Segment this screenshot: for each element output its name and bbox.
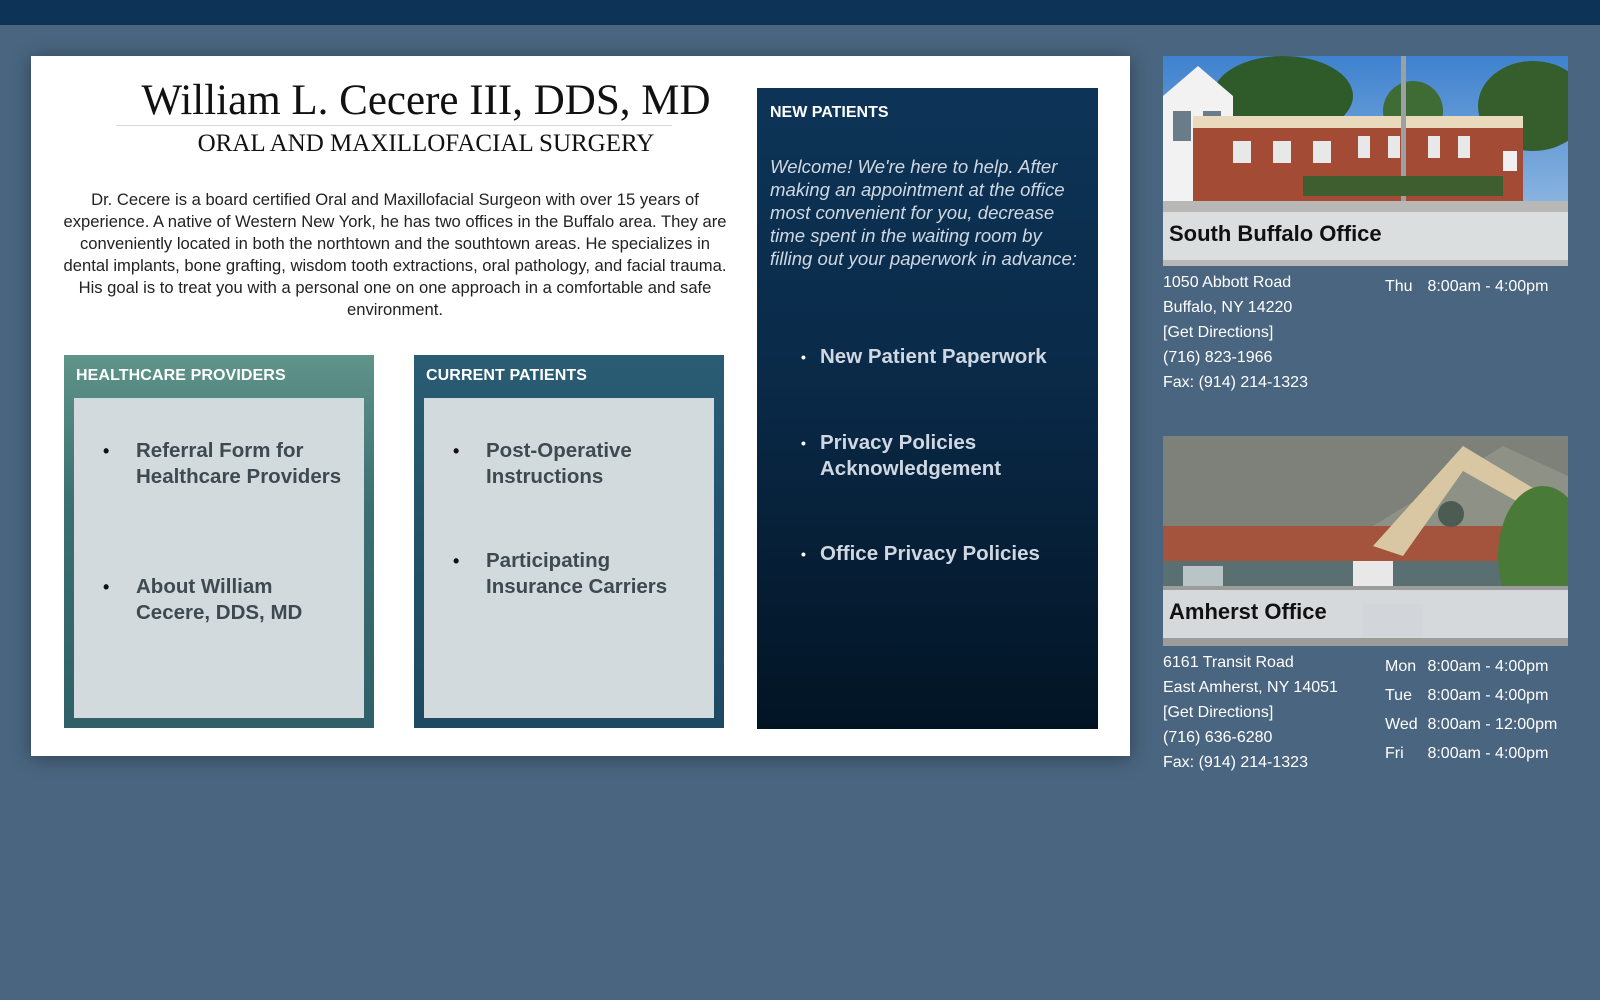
hours-day: Mon: [1385, 658, 1417, 675]
main-content-card: [31, 56, 1130, 756]
amherst-address-line2: East Amherst, NY 14051: [1163, 679, 1338, 696]
amherst-address-line1: 6161 Transit Road: [1163, 654, 1294, 671]
south-buffalo-office-name: South Buffalo Office: [1163, 212, 1568, 260]
hours-time: 8:00am - 4:00pm: [1427, 745, 1549, 762]
amherst-hours: [1385, 652, 1557, 768]
amherst-fax: Fax: (914) 214-1323: [1163, 754, 1308, 771]
hours-day: Wed: [1385, 716, 1418, 733]
hours-row: [1385, 681, 1557, 710]
doctor-bio: Dr. Cecere is a board certified Oral and Maxillofacial Surgeon with over 15 years of experience. A native of Western New York, he has two offices in the Buffalo area. They are conveniently located in both the northtown and the southtown areas. He specializes in dental implants, bone grafting, wisdom tooth extractions, oral pathology, and facial trauma. His goal is to treat you with a personal one on one approach in a comfortable and safe environment.: [63, 190, 727, 319]
amherst-office-name: Amherst Office: [1163, 590, 1568, 638]
referral-form-link[interactable]: • Referral Form for Healthcare Providers: [103, 439, 342, 488]
south-buffalo-office-photo[interactable]: [1163, 56, 1568, 266]
hours-day: Tue: [1385, 687, 1412, 704]
hours-row: [1385, 710, 1557, 739]
hours-row: [1385, 739, 1557, 768]
new-patients-welcome: Welcome! We're here to help. After making an appointment at the office most convenient for you, decrease time spent in the waiting room by filling out your paperwork in advance:: [770, 156, 1077, 269]
specialty-subtitle: ORAL AND MAXILLOFACIAL SURGERY: [197, 130, 655, 157]
hours-time: 8:00am - 4:00pm: [1427, 278, 1549, 295]
amherst-office-info: [1163, 650, 1338, 775]
bullet-icon: •: [453, 441, 460, 461]
healthcare-providers-title: HEALTHCARE PROVIDERS: [76, 367, 286, 384]
bullet-icon: •: [103, 577, 110, 597]
bullet-icon: •: [453, 551, 460, 571]
south-buffalo-directions-link[interactable]: [Get Directions]: [1163, 324, 1274, 341]
bullet-icon: •: [103, 441, 110, 461]
hours-row: [1385, 652, 1557, 681]
bullet-icon: •: [801, 435, 806, 451]
title-divider: [116, 125, 672, 126]
healthcare-providers-panel: [64, 355, 374, 728]
about-doctor-link[interactable]: • About William Cecere, DDS, MD: [103, 575, 303, 624]
post-operative-link[interactable]: • Post-Operative Instructions: [453, 439, 632, 488]
insurance-carriers-link[interactable]: • Participating Insurance Carriers: [453, 549, 668, 598]
hours-time: 8:00am - 4:00pm: [1427, 687, 1549, 704]
top-bar: [0, 0, 1600, 25]
hours-row: [1385, 272, 1548, 301]
bullet-icon: •: [801, 349, 806, 365]
south-buffalo-fax: Fax: (914) 214-1323: [1163, 374, 1308, 391]
new-patients-title: NEW PATIENTS: [770, 104, 889, 121]
hours-time: 8:00am - 4:00pm: [1427, 658, 1549, 675]
hours-day: Thu: [1385, 278, 1413, 295]
south-buffalo-address-line1: 1050 Abbott Road: [1163, 274, 1292, 291]
south-buffalo-phone[interactable]: (716) 823-1966: [1163, 349, 1273, 366]
hours-time: 8:00am - 12:00pm: [1427, 716, 1558, 733]
amherst-office-photo[interactable]: [1163, 436, 1568, 646]
amherst-directions-link[interactable]: [Get Directions]: [1163, 704, 1274, 721]
south-buffalo-office-info: [1163, 270, 1308, 395]
current-patients-panel: [414, 355, 724, 728]
privacy-acknowledgement-link[interactable]: • Privacy Policies Acknowledgement: [801, 431, 1002, 480]
hours-day: Fri: [1385, 745, 1404, 762]
south-buffalo-address-line2: Buffalo, NY 14220: [1163, 299, 1293, 316]
south-buffalo-hours: [1385, 272, 1548, 301]
current-patients-list: [424, 398, 714, 718]
amherst-phone[interactable]: (716) 636-6280: [1163, 729, 1273, 746]
new-patients-panel: [757, 88, 1098, 729]
current-patients-title: CURRENT PATIENTS: [426, 367, 588, 384]
healthcare-providers-list: [74, 398, 364, 718]
new-patient-paperwork-link[interactable]: • New Patient Paperwork: [801, 345, 1047, 368]
doctor-name: William L. Cecere III, DDS, MD: [141, 77, 711, 124]
office-privacy-policies-link[interactable]: • Office Privacy Policies: [801, 542, 1040, 565]
bullet-icon: •: [801, 546, 806, 562]
